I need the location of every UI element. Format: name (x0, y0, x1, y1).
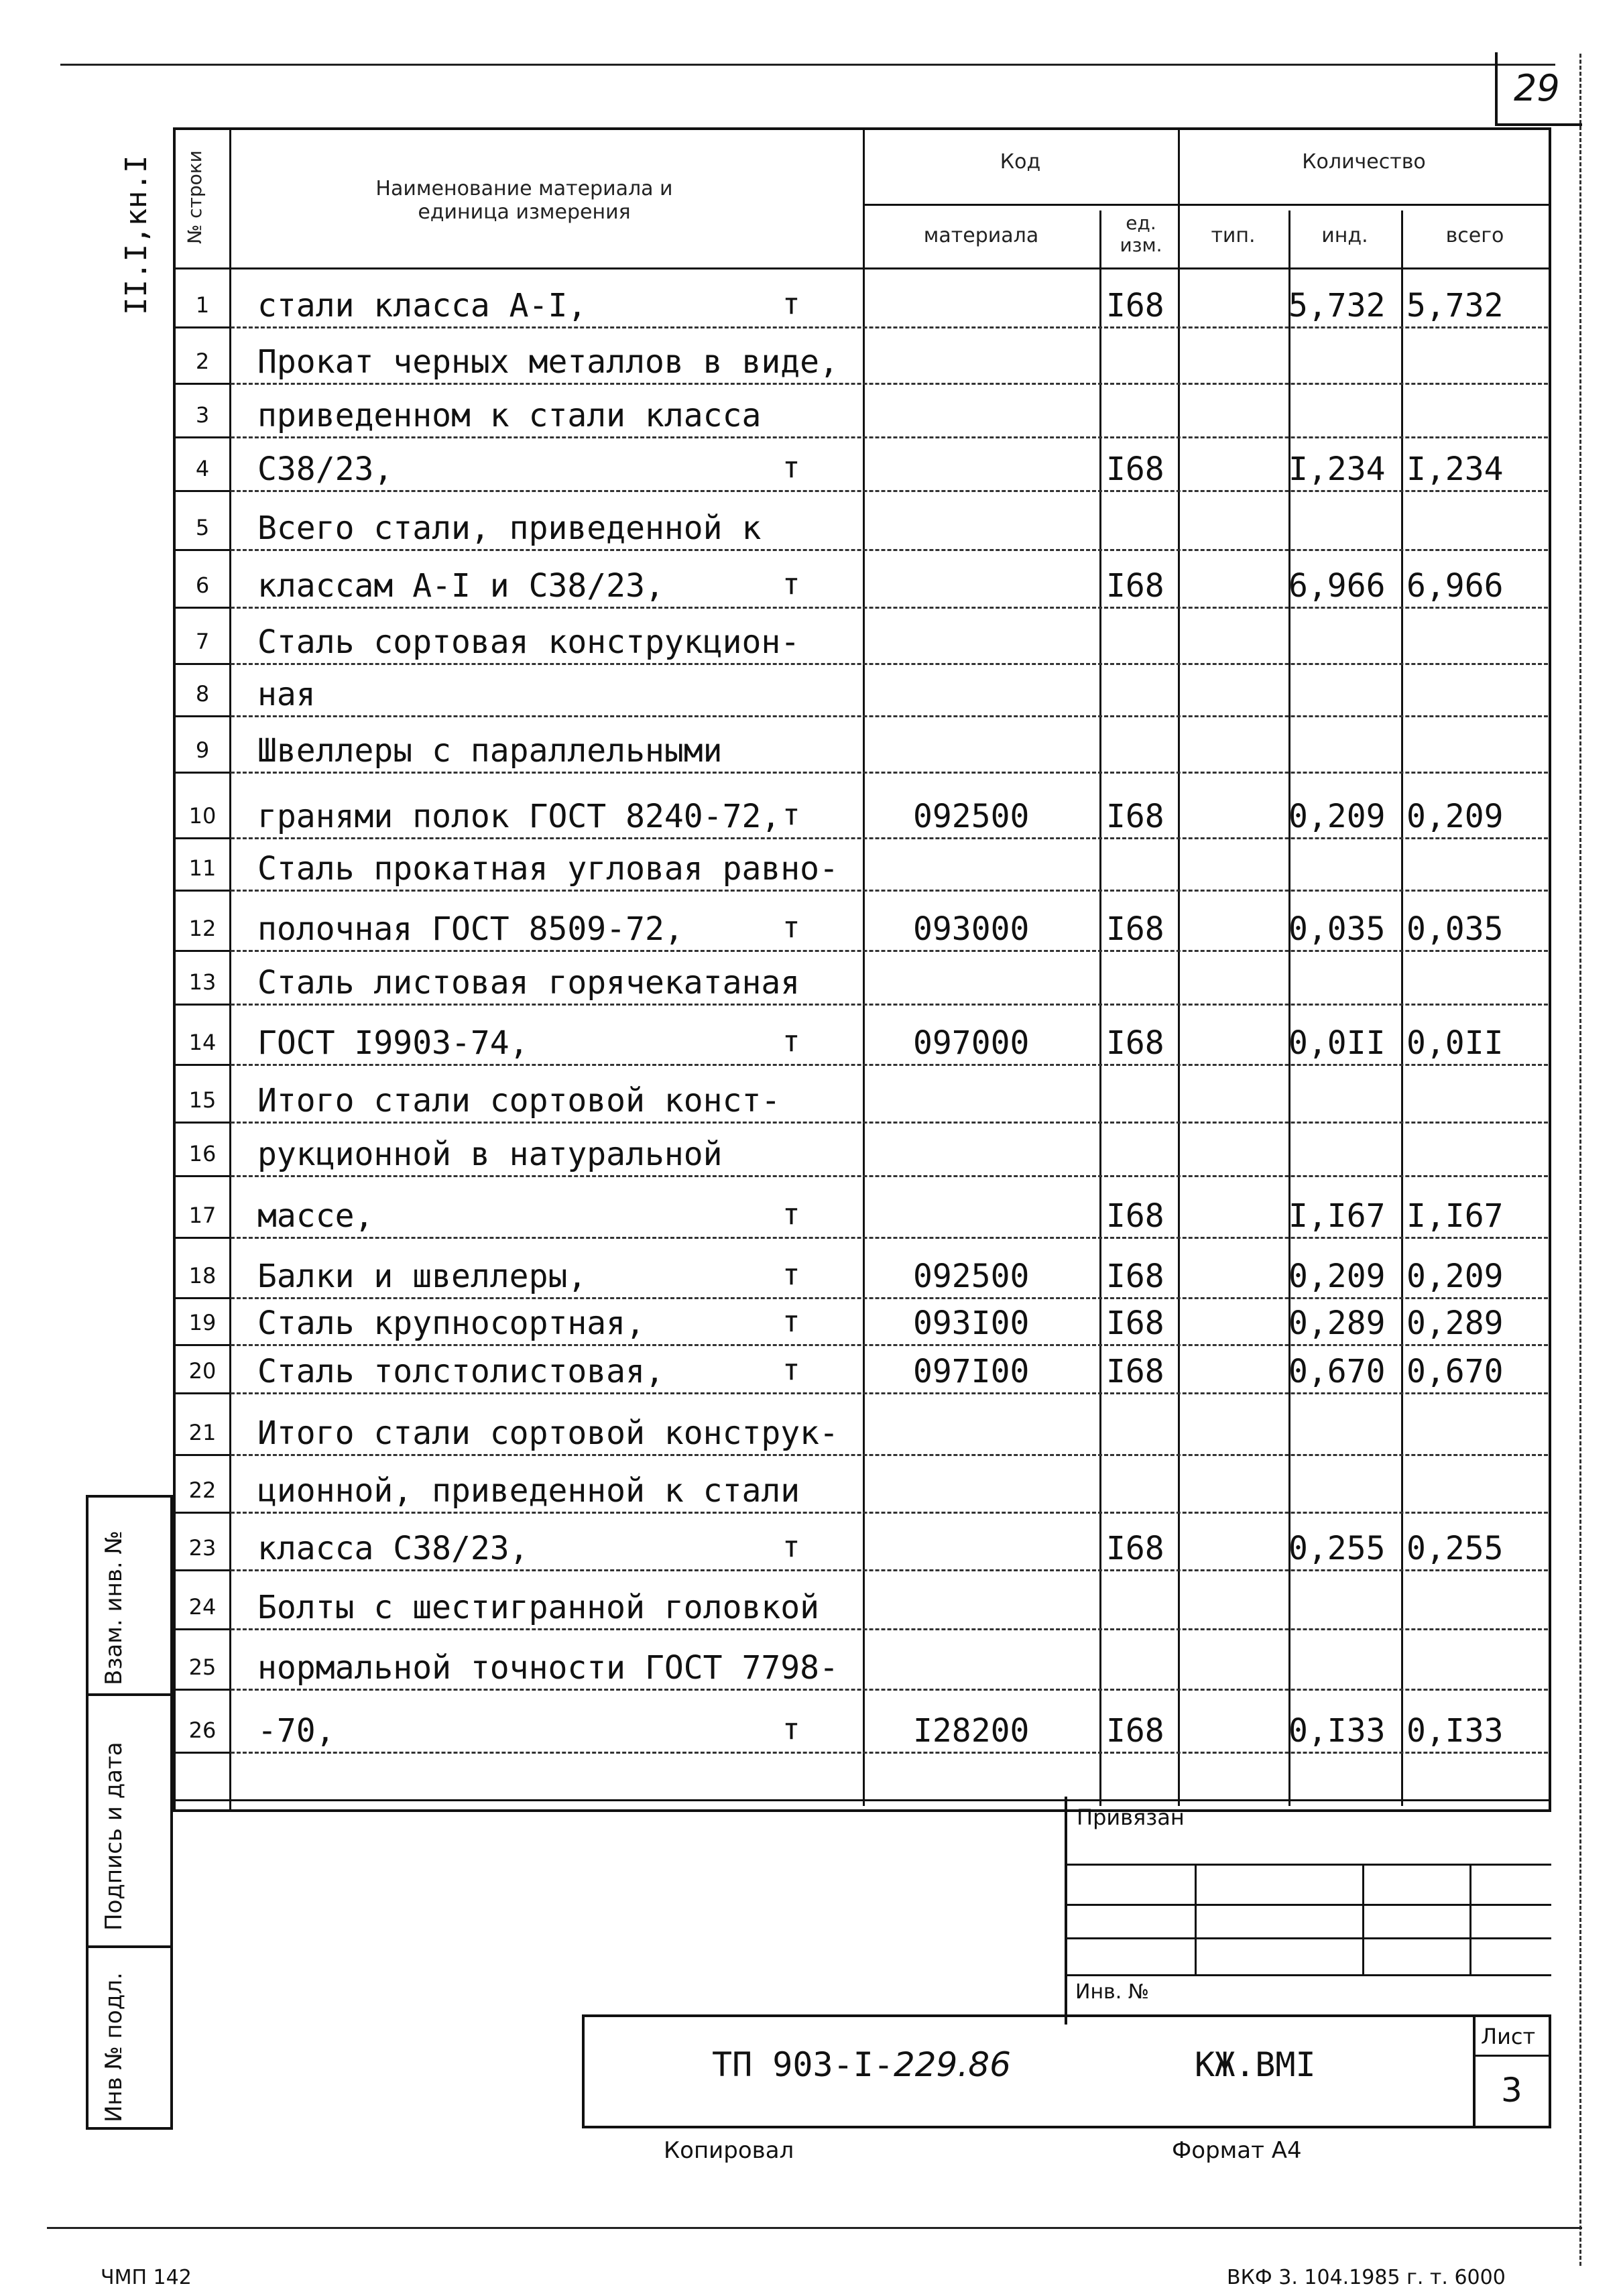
footer-left-code: ЧМП 142 (101, 2266, 192, 2289)
doc-code-handwritten: 229.86 (893, 2045, 1011, 2084)
material-code: I28200 (913, 1712, 1030, 1750)
footer-right-code: ВКФ 3. 104.1985 г. т. 6000 (1227, 2266, 1506, 2289)
unit-code: I68 (1106, 1530, 1164, 1567)
table-row (176, 1346, 1549, 1394)
table-row (176, 665, 1549, 717)
material-name: Сталь листовая горячекатаная (257, 964, 800, 1002)
row-number: 16 (188, 1141, 217, 1166)
material-name: ционной, приведенной к стали (257, 1472, 800, 1510)
doc-code-prefix: ТП 903-I- (712, 2045, 894, 2084)
stamp-line (1067, 1937, 1551, 1939)
unit-mark: т (782, 287, 800, 321)
material-name: Болты с шестигранной головкой (257, 1589, 820, 1626)
table-row (176, 774, 1549, 839)
row-number: 20 (188, 1358, 217, 1384)
row-number: 9 (195, 737, 210, 763)
header-code: Код (1000, 150, 1041, 174)
row-number: 3 (195, 402, 210, 428)
header-name: Наименование материала и единица измерения (375, 177, 673, 224)
row-number: 15 (188, 1087, 217, 1113)
row-number: 22 (188, 1477, 217, 1503)
table-row (176, 839, 1549, 892)
row-number: 23 (188, 1535, 217, 1561)
material-name: массе, (257, 1197, 374, 1235)
header-qty-total: всего (1445, 224, 1504, 247)
unit-mark: т (782, 1305, 800, 1339)
page-top-border (60, 64, 1555, 66)
table-row (176, 385, 1549, 438)
row-number: 19 (188, 1310, 217, 1335)
stamp-vline (1362, 1864, 1364, 1974)
list-label: Лист (1481, 2024, 1536, 2049)
table-row (176, 1239, 1549, 1299)
page-right-border (1579, 54, 1581, 2266)
table-row (176, 328, 1549, 385)
material-code: 092500 (913, 1258, 1030, 1295)
qty-total: 0,289 (1406, 1305, 1504, 1342)
unit-code: I68 (1106, 910, 1164, 948)
title-block (582, 2014, 1551, 2128)
material-name: -70, (257, 1712, 335, 1750)
side-box-podpis (86, 1693, 173, 1948)
material-name: Прокат черных металлов в виде, (257, 343, 839, 381)
unit-mark: т (782, 798, 800, 832)
table-row (176, 492, 1549, 551)
material-name: нормальной точности ГОСТ 7798- (257, 1649, 839, 1687)
material-name: С38/23, (257, 450, 394, 488)
row-number: 13 (188, 969, 217, 995)
row-number: 10 (188, 803, 217, 829)
footer-bottom-line (47, 2227, 1582, 2229)
material-name: ГОСТ I9903-74, (257, 1024, 529, 1062)
qty-individual: 5,732 (1288, 287, 1386, 324)
qty-individual: 0,0II (1288, 1024, 1386, 1062)
table-row (176, 1006, 1549, 1066)
unit-code: I68 (1106, 450, 1164, 488)
qty-total: 0,255 (1406, 1530, 1504, 1567)
row-number: 2 (195, 349, 210, 374)
material-name: ная (257, 676, 316, 713)
unit-mark: т (782, 567, 800, 601)
table-row (176, 1691, 1549, 1754)
table-row (176, 1124, 1549, 1177)
stamp-line (1067, 1974, 1551, 1976)
qty-individual: 0,670 (1288, 1353, 1386, 1390)
table-row (176, 551, 1549, 609)
unit-code: I68 (1106, 798, 1164, 835)
unit-mark: т (782, 1353, 800, 1387)
qty-total: 0,035 (1406, 910, 1504, 948)
table-row (176, 1066, 1549, 1124)
qty-total: 0,209 (1406, 798, 1504, 835)
header-row-no-text: № строки (184, 150, 206, 244)
row-number: 1 (195, 292, 210, 318)
table-row (176, 1394, 1549, 1456)
qty-total: 6,966 (1406, 567, 1504, 605)
header-divider (863, 204, 1550, 206)
qty-individual: 0,255 (1288, 1530, 1386, 1567)
qty-individual: 6,966 (1288, 567, 1386, 605)
unit-mark: т (782, 910, 800, 945)
table-row (176, 1299, 1549, 1346)
table-row (176, 1456, 1549, 1514)
list-box-divider (1476, 2055, 1551, 2057)
unit-code: I68 (1106, 1712, 1164, 1750)
material-name: Сталь толстолистовая, (257, 1353, 664, 1390)
material-code: 092500 (913, 798, 1030, 835)
row-number: 24 (188, 1594, 217, 1620)
unit-code: I68 (1106, 1197, 1164, 1235)
header-qty: Количество (1302, 150, 1426, 174)
qty-total: 0,209 (1406, 1258, 1504, 1295)
qty-individual: 0,209 (1288, 1258, 1386, 1295)
qty-total: 0,I33 (1406, 1712, 1504, 1750)
row-separator (176, 1752, 229, 1754)
unit-code: I68 (1106, 1353, 1164, 1390)
material-name: приведенном к стали класса (257, 397, 762, 434)
row-number: 11 (188, 855, 217, 881)
material-name: классам А-I и С38/23, (257, 567, 664, 605)
row-separator (231, 1752, 1548, 1754)
material-name: Итого стали сортовой конст- (257, 1082, 781, 1120)
material-name: Сталь сортовая конструкцион- (257, 623, 800, 661)
material-name: Балки и швеллеры, (257, 1258, 587, 1295)
qty-individual: 0,035 (1288, 910, 1386, 948)
side-label-podpis: Подпись и дата (101, 1742, 127, 1931)
material-name: полочная ГОСТ 8509-72, (257, 910, 684, 948)
material-name: Сталь прокатная угловая равно- (257, 850, 839, 888)
unit-mark: т (782, 1712, 800, 1746)
qty-total: I,I67 (1406, 1197, 1504, 1235)
list-number: 3 (1501, 2071, 1522, 2110)
side-box-vzam (86, 1495, 173, 1696)
qty-total: 5,732 (1406, 287, 1504, 324)
unit-code: I68 (1106, 1305, 1164, 1342)
footer-kopiroval: Копировал (664, 2137, 794, 2164)
sheet-corner-number: 29 (1514, 67, 1560, 109)
doc-code (712, 2045, 1011, 2084)
qty-individual: 0,289 (1288, 1305, 1386, 1342)
table-row (176, 1514, 1549, 1571)
qty-individual: 0,I33 (1288, 1712, 1386, 1750)
material-name: Швеллеры с параллельными (257, 732, 723, 770)
table-row (176, 438, 1549, 492)
qty-total: I,234 (1406, 450, 1504, 488)
stamp-block (1065, 1797, 1551, 2025)
table-body (176, 269, 1550, 1805)
qty-individual: I,I67 (1288, 1197, 1386, 1235)
stamp-privyazan: Привязан (1077, 1805, 1185, 1830)
material-code: 097000 (913, 1024, 1030, 1062)
row-number: 14 (188, 1030, 217, 1055)
unit-code: I68 (1106, 1024, 1164, 1062)
material-name: стали класса А-I, (257, 287, 587, 324)
header-code-material: материала (923, 224, 1039, 247)
material-name: рукционной в натуральной (257, 1136, 723, 1173)
doc-mark: КЖ.ВМI (1195, 2045, 1316, 2084)
table-row (176, 1630, 1549, 1691)
row-number: 25 (188, 1654, 217, 1680)
material-name: класса С38/23, (257, 1530, 529, 1567)
row-number: 7 (195, 629, 210, 654)
qty-individual: I,234 (1288, 450, 1386, 488)
header-qty-ind: инд. (1321, 224, 1368, 247)
qty-individual: 0,209 (1288, 798, 1386, 835)
material-code: 093I00 (913, 1305, 1030, 1342)
unit-code: I68 (1106, 1258, 1164, 1295)
list-box (1473, 2017, 1551, 2128)
unit-mark: т (782, 1024, 800, 1059)
row-number: 26 (188, 1717, 217, 1743)
header-code-unit: ед. изм. (1120, 212, 1162, 256)
table-row (176, 1177, 1549, 1239)
row-number: 8 (195, 681, 210, 707)
row-number: 21 (188, 1420, 217, 1445)
table-row (176, 892, 1549, 952)
qty-total: 0,670 (1406, 1353, 1504, 1390)
table-row (176, 717, 1549, 774)
material-name: Сталь крупносортная, (257, 1305, 645, 1342)
unit-mark: т (782, 1258, 800, 1292)
material-name: гранями полок ГОСТ 8240-72, (257, 798, 781, 835)
stamp-line (1067, 1864, 1551, 1866)
unit-mark: т (782, 1530, 800, 1564)
side-box-inv-podl (86, 1945, 173, 2130)
table-row (176, 952, 1549, 1006)
header-row-no (184, 137, 206, 257)
table-row (176, 269, 1549, 328)
stamp-inv-no: Инв. № (1075, 1980, 1150, 2004)
footer-format: Формат А4 (1172, 2137, 1302, 2164)
side-code: II.I,кн.I (119, 155, 154, 315)
unit-code: I68 (1106, 287, 1164, 324)
table-row (176, 609, 1549, 665)
materials-table (173, 127, 1551, 1812)
stamp-vline (1195, 1864, 1197, 1974)
side-label-inv-podl: Инв № подл. (101, 1972, 127, 2122)
row-number: 17 (188, 1203, 217, 1228)
unit-mark: т (782, 1197, 800, 1231)
row-number: 12 (188, 916, 217, 941)
row-number: 18 (188, 1263, 217, 1288)
row-number: 6 (195, 572, 210, 598)
material-code: 097I00 (913, 1353, 1030, 1390)
unit-code: I68 (1106, 567, 1164, 605)
material-code: 093000 (913, 910, 1030, 948)
side-label-vzam: Взам. инв. № (101, 1530, 127, 1685)
qty-total: 0,0II (1406, 1024, 1504, 1062)
unit-mark: т (782, 450, 800, 485)
row-number: 4 (195, 456, 210, 481)
material-name: Всего стали, приведенной к (257, 509, 762, 547)
header-qty-type: тип. (1211, 224, 1256, 247)
stamp-line (1067, 1904, 1551, 1906)
material-name: Итого стали сортовой конструк- (257, 1414, 839, 1452)
table-row (176, 1571, 1549, 1630)
row-number: 5 (195, 515, 210, 540)
stamp-vline (1469, 1864, 1471, 1974)
